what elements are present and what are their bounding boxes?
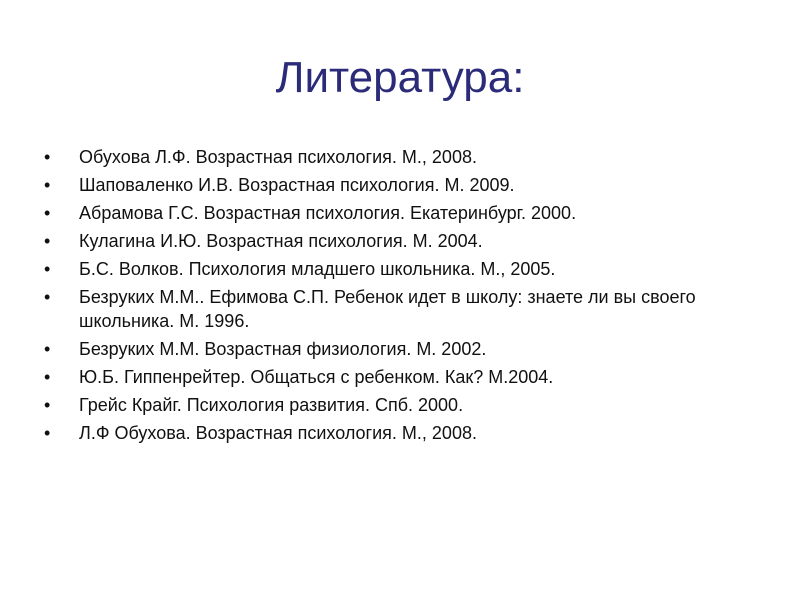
bullet-icon: • bbox=[44, 231, 51, 251]
slide-title: Литература: bbox=[275, 53, 525, 102]
reference-item bbox=[44, 421, 764, 445]
bullet-icon: • bbox=[44, 147, 51, 167]
reference-item bbox=[44, 393, 764, 417]
reference-text: Кулагина И.Ю. Возрастная психология. М. 2004. bbox=[79, 231, 483, 251]
reference-item bbox=[44, 201, 764, 225]
reference-item bbox=[44, 337, 764, 361]
reference-item bbox=[44, 173, 764, 197]
reference-text: Обухова Л.Ф. Возрастная психология. М., 2008. bbox=[79, 147, 477, 167]
bullet-icon: • bbox=[44, 175, 51, 195]
reference-item bbox=[44, 257, 764, 281]
reference-text: Абрамова Г.С. Возрастная психология. Екатеринбург. 2000. bbox=[79, 203, 577, 223]
reference-item bbox=[44, 229, 764, 253]
reference-text: Безруких М.М. Возрастная физиология. М. 2002. bbox=[79, 339, 487, 359]
reference-text: Шаповаленко И.В. Возрастная психология. М. 2009. bbox=[79, 175, 515, 195]
reference-item bbox=[44, 145, 764, 169]
bullet-icon: • bbox=[44, 339, 51, 359]
bullet-icon: • bbox=[44, 203, 51, 223]
reference-text: Л.Ф Обухова. Возрастная психология. М., 2008. bbox=[79, 423, 477, 443]
reference-item bbox=[44, 365, 764, 389]
reference-text: Грейс Крайг. Психология развития. Спб. 2000. bbox=[79, 395, 464, 415]
bullet-icon: • bbox=[44, 423, 51, 443]
reference-text: Безруких М.М.. Ефимова С.П. Ребенок идет в школу: знаете ли вы своего школьника. М. 1996. bbox=[79, 287, 696, 331]
reference-list bbox=[44, 145, 764, 449]
reference-text: Б.С. Волков. Психология младшего школьника. М., 2005. bbox=[79, 259, 556, 279]
bullet-icon: • bbox=[44, 259, 51, 279]
bullet-icon: • bbox=[44, 367, 51, 387]
bullet-icon: • bbox=[44, 395, 51, 415]
reference-text: Ю.Б. Гиппенрейтер. Общаться с ребенком. Как? М.2004. bbox=[79, 367, 554, 387]
bullet-icon: • bbox=[44, 287, 51, 307]
reference-item bbox=[44, 285, 764, 333]
